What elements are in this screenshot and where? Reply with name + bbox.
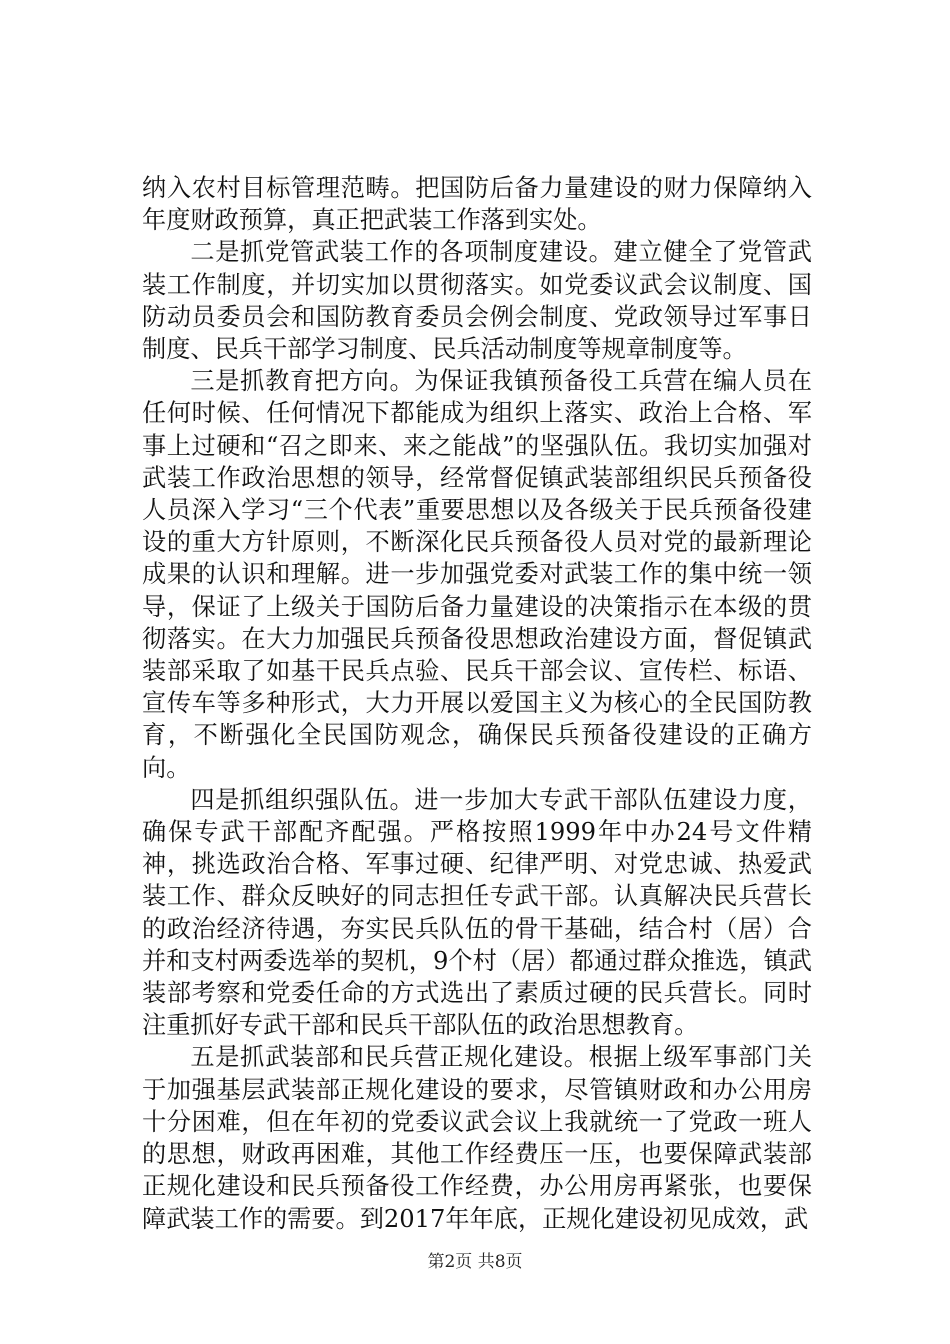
paragraph-institution-building: 二是抓党管武装工作的各项制度建设。建立健全了党管武装工作制度，并切实加以贯彻落实。如党委议武会议制度、国防动员委员会和国防教育委员会例会制度、党政领导过军事日制度、民兵干部学习制度、民兵活动制度等规章制度等。 <box>142 238 812 364</box>
paragraph-education: 三是抓教育把方向。为保证我镇预备役工兵营在编人员在任何时候、任何情况下都能成为组织上落实、政治上合格、军事上过硬和“召之即来、来之能战”的坚强队伍。我切实加强对武装工作政治思想的领导，经常督促镇武装部组织民兵预备役人员深入学习“三个代表”重要思想以及各级关于民兵预备役建设的重大方针原则，不断深化民兵预备役人员对党的最新理论成果的认识和理解。进一步加强党委对武装工作的集中统一领导，保证了上级关于国防后备力量建设的决策指示在本级的贯彻落实。在大力加强民兵预备役思想政治建设方面，督促镇武装部采取了如基干民兵点验、民兵干部会议、宣传栏、标语、宣传车等多种形式，大力开展以爱国主义为核心的全民国防教育，不断强化全民国防观念，确保民兵预备役建设的正确方向。 <box>142 367 812 782</box>
body-text <box>142 172 812 1235</box>
paragraph-organization: 四是抓组织强队伍。进一步加大专武干部队伍建设力度，确保专武干部配齐配强。严格按照1999年中办24号文件精神，挑选政治合格、军事过硬、纪律严明、对党忠诚、热爱武装工作、群众反映好的同志担任专武干部。认真解决民兵营长的政治经济待遇，夯实民兵队伍的骨干基础，结合村（居）合并和支村两委选举的契机，9个村（居）都通过群众推选，镇武装部考察和党委任命的方式选出了素质过硬的民兵营长。同时注重抓好专武干部和民兵干部队伍的政治思想教育。 <box>142 785 812 1040</box>
page-number-footer: 第2页 共8页 <box>427 1252 523 1272</box>
paragraph-standardization: 五是抓武装部和民兵营正规化建设。根据上级军事部门关于加强基层武装部正规化建设的要求，尽管镇财政和办公用房十分困难，但在年初的党委议武会议上我就统一了党政一班人的思想，财政再困难，其他工作经费压一压，也要保障武装部正规化建设和民兵预备役工作经费，办公用房再紧张，也要保障武装工作的需要。到2017年年底，正规化建设初见成效，武 <box>142 1043 812 1233</box>
paragraph-continued: 纳入农村目标管理范畴。把国防后备力量建设的财力保障纳入年度财政预算，真正把武装工作落到实处。 <box>142 174 812 235</box>
